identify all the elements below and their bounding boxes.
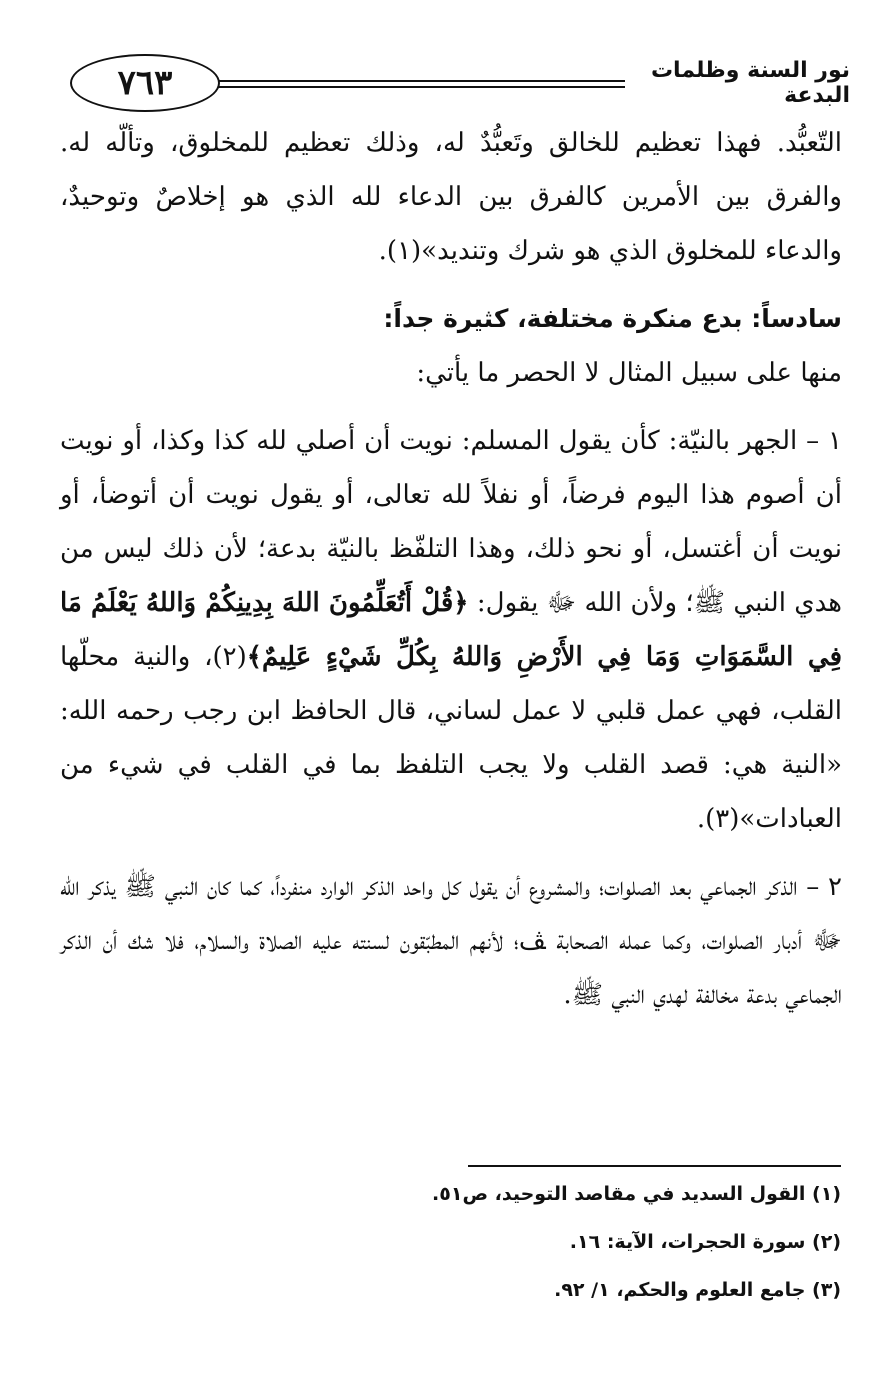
page-number: ٧٦٣ xyxy=(70,54,220,112)
footnote: (١) القول السديد في مقاصد التوحيد، ص٥١. xyxy=(432,1183,841,1205)
quran-verse: ﴿قُلْ أَتُعَلِّمُونَ اللهَ بِدِينِكُمْ وَاللهُ يَعْلَمُ مَا فِي السَّمَوَاتِ وَمَا فِي الأَرْضِ وَاللهُ بِكُلِّ شَيْءٍ عَلِيمٌ﴾ xyxy=(60,588,843,672)
footnote-rule xyxy=(468,1165,841,1167)
spacer xyxy=(60,400,842,414)
footnotes xyxy=(400,1170,841,1314)
spacer xyxy=(60,278,842,292)
item-2: ٢ – الذكر الجماعي بعد الصلوات؛ والمشروع أن يقول كل واحد الذكر الوارد منفرداً، كما كان النبي ﷺ يذكر الله ﷻ أدبار الصلوات، وكما عمله الصحابة ﭫ؛ لأنهم المطبّقون لسنته عليه الصلاة والسلام، فلا شك أن الذكر الجماعي بدعة مخالفة لهدي النبي ﷺ. xyxy=(60,872,842,1010)
page-header xyxy=(60,44,850,114)
section-heading: سادساً: بدع منكرة مختلفة، كثيرة جداً: xyxy=(383,304,842,333)
footnote: (٢) سورة الحجرات، الآية: ١٦. xyxy=(569,1231,841,1253)
paragraph-continuation: التّعبُّد. فهذا تعظيم للخالق وتَعبُّدٌ له، وذلك تعظيم للمخلوق، وتألّه له. والفرق بين الأمرين كالفرق بين الدعاء لله الذي هو إخلاصٌ وتوحيدٌ، والدعاء للمخلوق الذي هو شرك وتنديد»(١). xyxy=(60,128,842,266)
running-title: نور السنة وظلمات البدعة xyxy=(650,58,850,108)
header-rule xyxy=(218,80,625,88)
intro-line: منها على سبيل المثال لا الحصر ما يأتي: xyxy=(416,358,842,388)
page-body xyxy=(60,116,842,1022)
item-1 xyxy=(60,414,842,846)
item-1-text-cont: (٢)، والنية محلّها القلب، فهي عمل قلبي لا عمل لساني، قال الحافظ ابن رجب رحمه الله: «النية هي: قصد القلب ولا يجب التلفظ بما في القلب في شيء من العبادات»(٣). xyxy=(60,642,842,834)
footnote: (٣) جامع العلوم والحكم، ١/ ٩٢. xyxy=(554,1279,841,1301)
item-1-text: ١ – الجهر بالنيّة: كأن يقول المسلم: نويت أن أصلي لله كذا وكذا، أو نويت أن أصوم هذا اليوم فرضاً، أو نفلاً لله تعالى، أو يقول نويت أن أتوضأ، أو نويت أن أغتسل، أو نحو ذلك، وهذا التلفّظ بالنيّة بدعة؛ لأن ذلك ليس من هدي النبي ﷺ؛ ولأن الله ﷻ يقول: xyxy=(60,426,842,618)
spacer xyxy=(60,846,842,860)
